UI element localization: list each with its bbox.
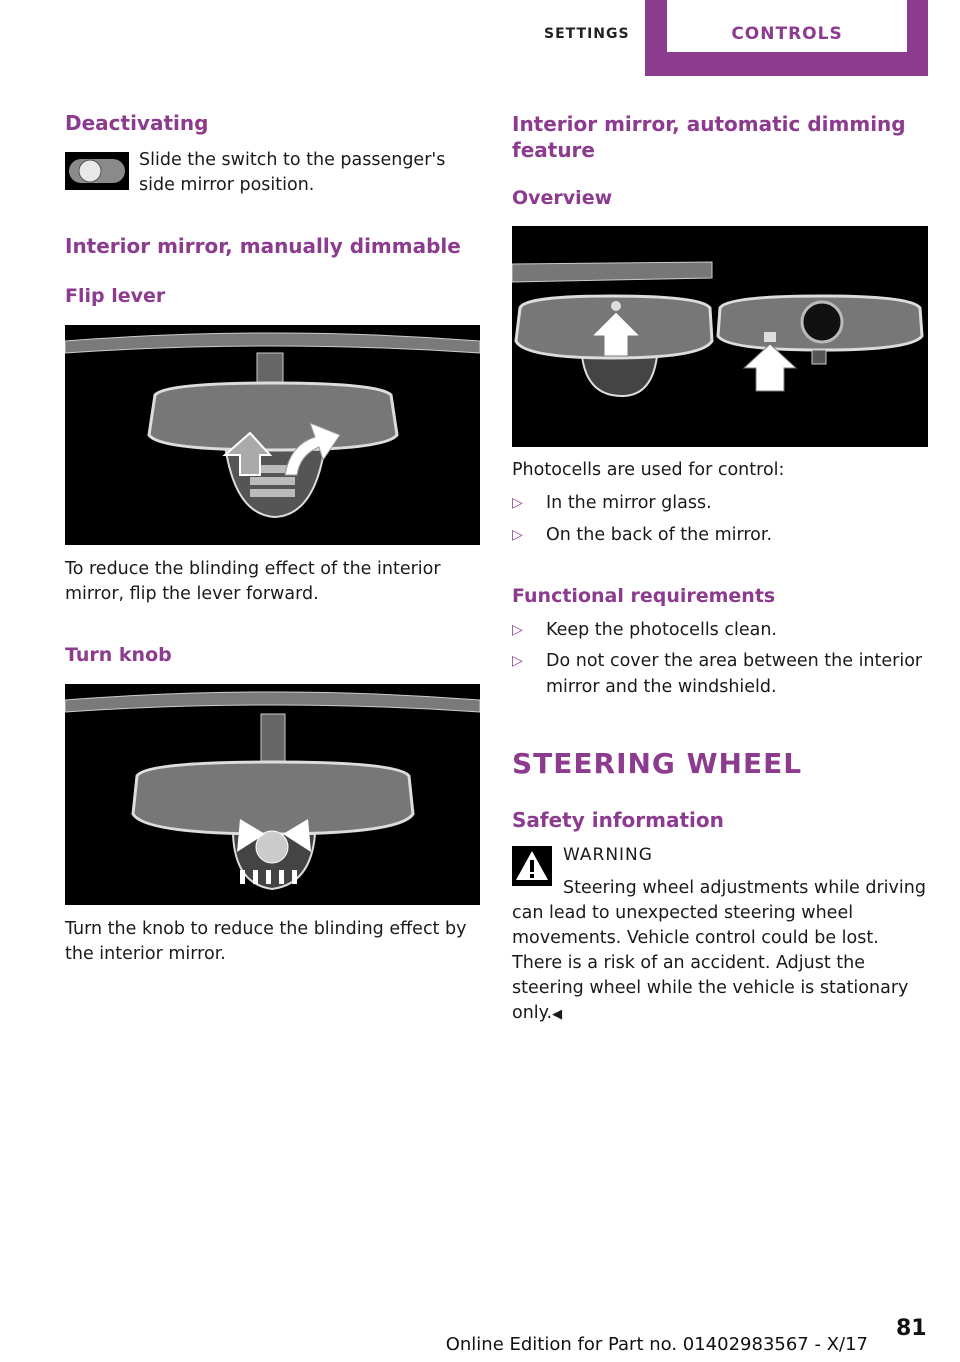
list-item: ▷ Do not cover the area between the interior mirror and the windshield. [512,648,927,700]
warning-label: WARNING [563,845,653,865]
deactivating-text: Slide the switch to the passenger's side mirror position. [139,150,446,195]
turn-knob-illustration [65,684,480,905]
safety-information-heading: Safety information [512,808,724,832]
bullet-triangle-icon: ▷ [512,622,523,638]
header-chapter-tab [645,0,928,76]
warning-text: Steering wheel adjustments while driving can lead to unexpected steering wheel movements. Vehicle control could be lost. There is a risk of an accident. Adjust the steering wheel while the vehicle is stationary only.◀ [512,878,926,1023]
header-section-label: SETTINGS [544,26,630,42]
list-item: ▷ On the back of the mirror. [512,522,927,548]
steering-wheel-heading: STEERING WHEEL [512,747,803,780]
flip-lever-caption: To reduce the blinding effect of the interior mirror, flip the lever forward. [65,559,441,604]
turn-knob-heading: Turn knob [65,644,172,666]
end-marker-icon: ◀ [552,1007,563,1022]
manual-dimmable-heading: Interior mirror, manually dimmable [65,234,461,258]
functional-requirements-heading: Functional requirements [512,585,776,607]
turn-knob-caption: Turn the knob to reduce the blinding effect by the interior mirror. [65,919,467,964]
list-item: ▷ In the mirror glass. [512,490,927,516]
auto-dimming-heading: Interior mirror, automatic dimming feature [512,112,906,162]
bullet-triangle-icon: ▷ [512,495,523,511]
deactivating-heading: Deactivating [65,111,209,135]
list-item: ▷ Keep the photocells clean. [512,617,927,643]
flip-lever-heading: Flip lever [65,285,166,307]
overview-heading: Overview [512,187,613,209]
switch-icon [65,152,129,194]
page-number: 81 [896,1316,927,1341]
header-chapter-label: CONTROLS [731,24,843,44]
footer-edition: Online Edition for Part no. 01402983567 - X/17 [445,1334,868,1355]
flip-lever-illustration [65,325,480,545]
overview-intro: Photocells are used for control: [512,460,785,480]
bullet-triangle-icon: ▷ [512,527,523,543]
auto-dimming-illustration [512,226,928,447]
bullet-triangle-icon: ▷ [512,653,523,669]
